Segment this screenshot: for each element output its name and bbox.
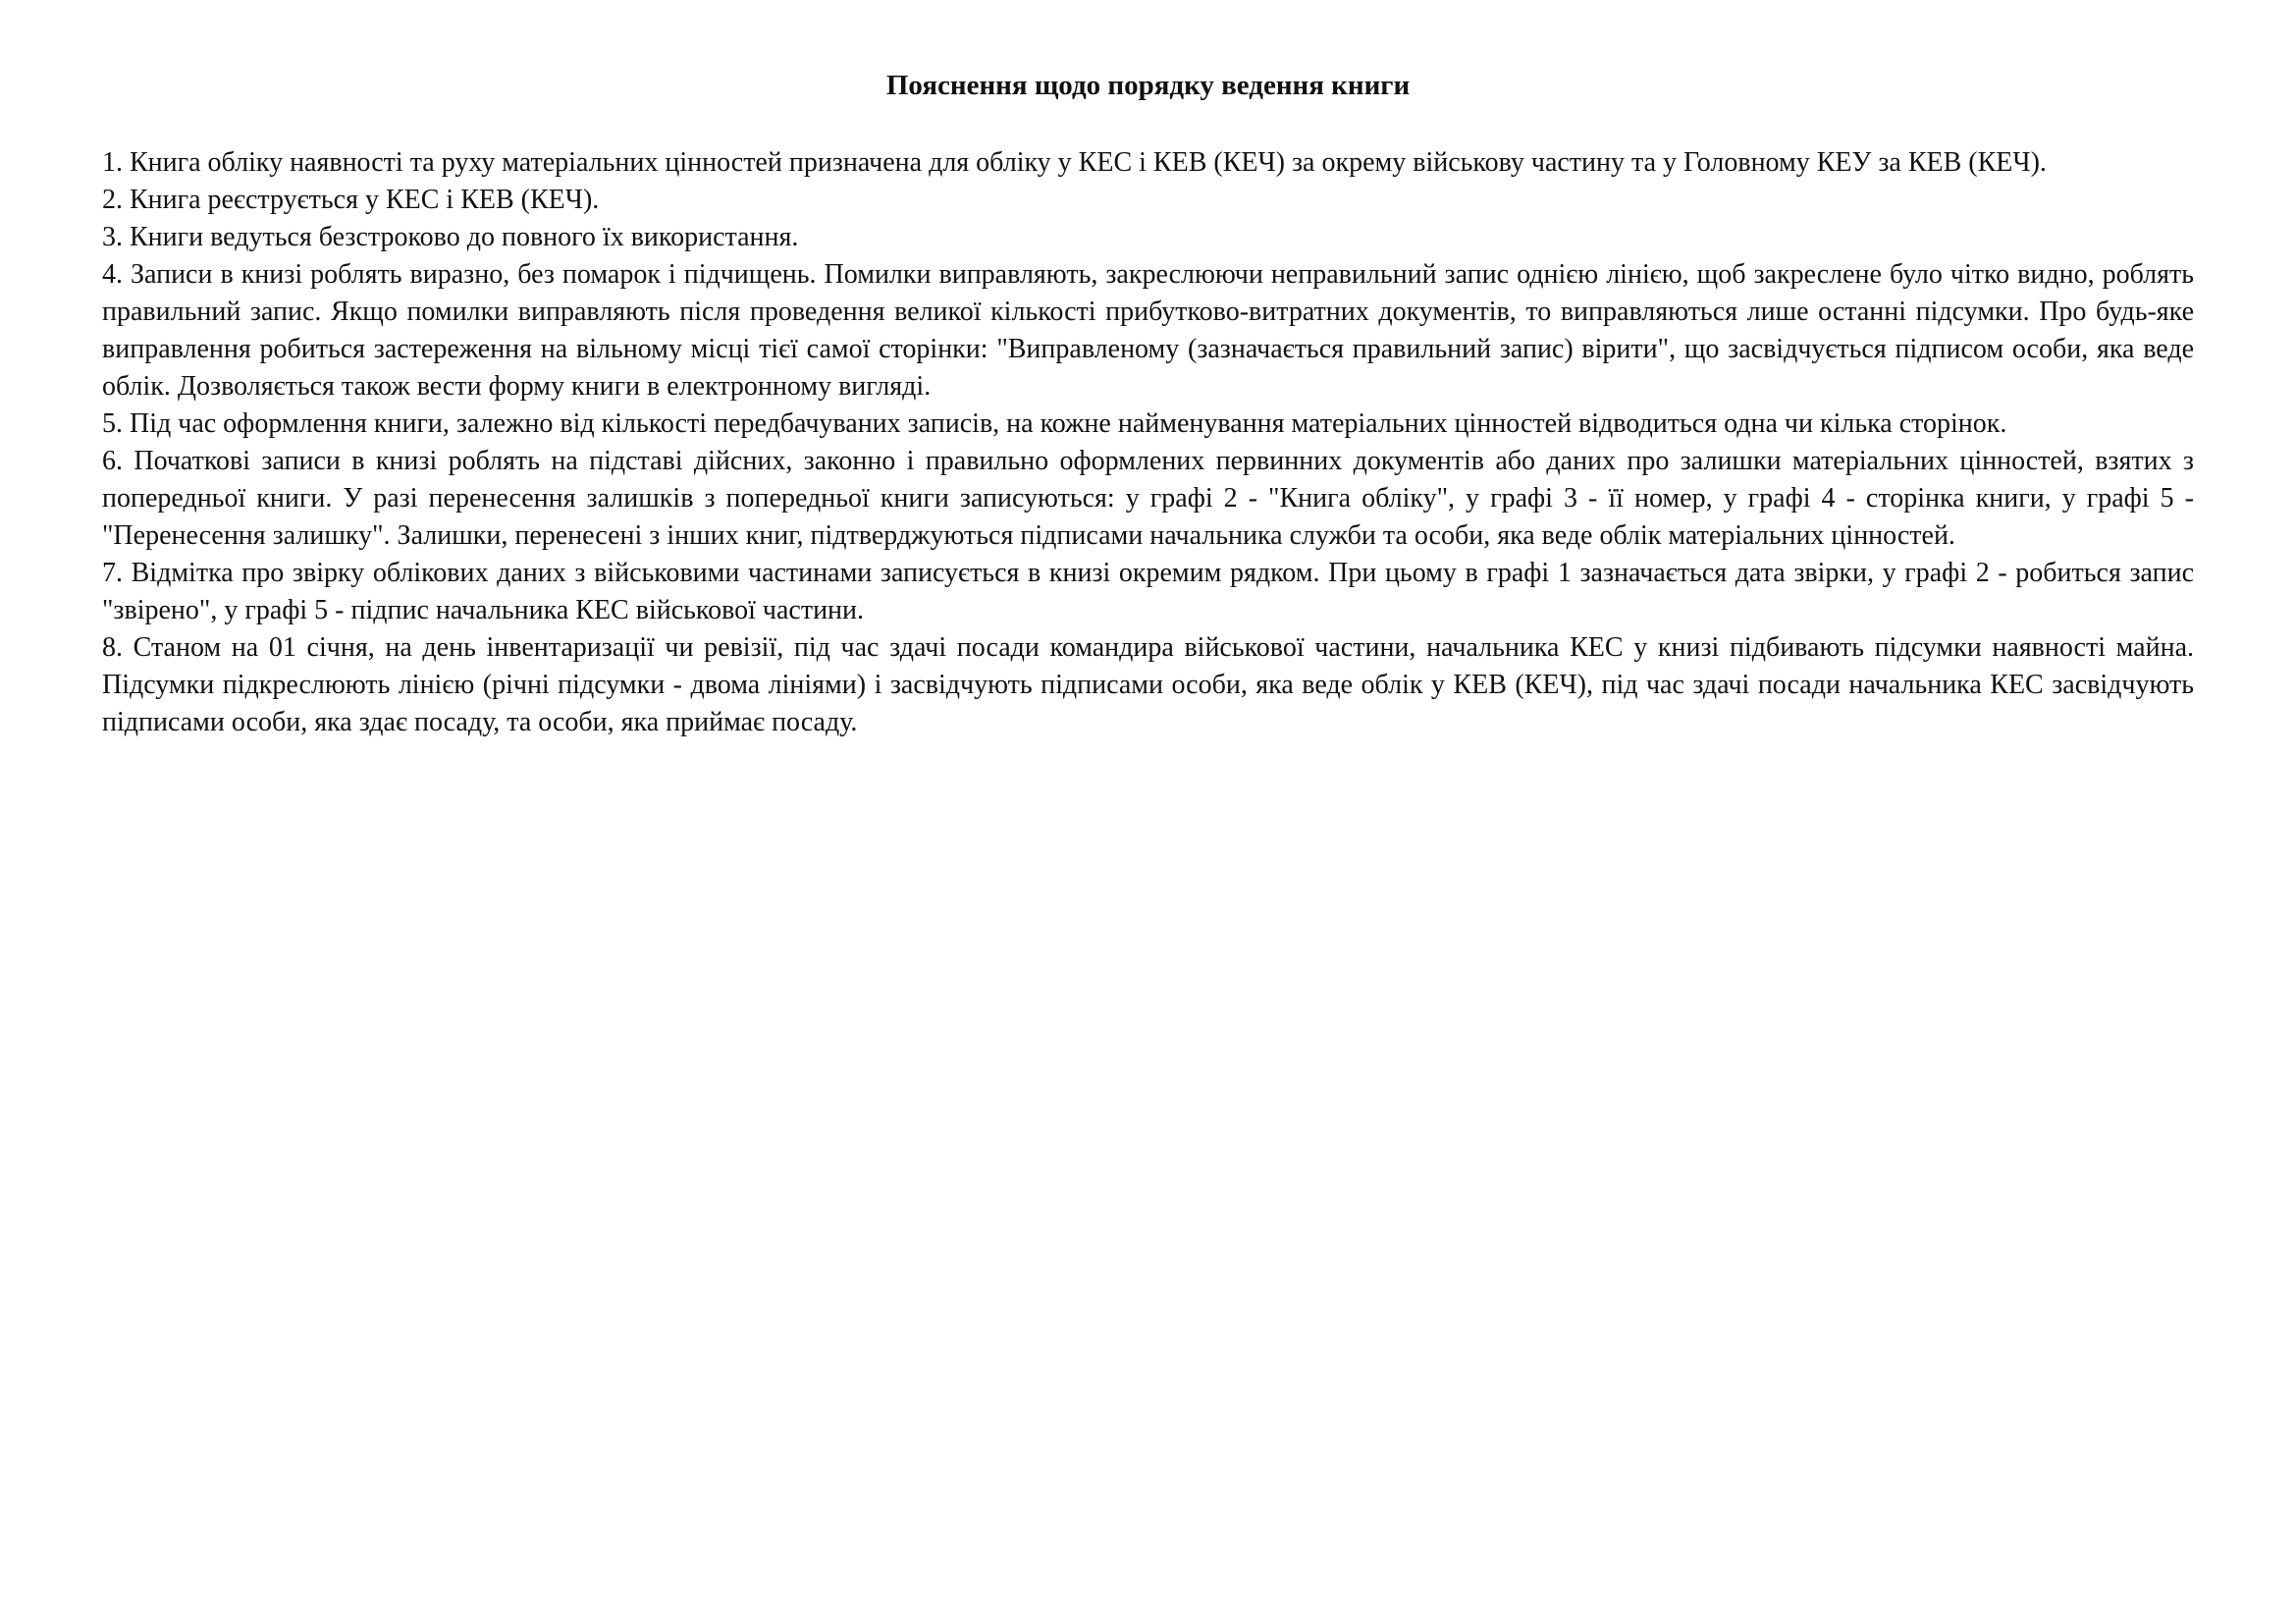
- document-title: Пояснення щодо порядку ведення книги: [885, 70, 1411, 101]
- paragraph-5: 5. Під час оформлення книги, залежно від кількості передбачуваних записів, на кожне найменування матеріальних цінностей відводиться одна чи кілька сторінок.: [102, 407, 2007, 439]
- paragraph-3: 3. Книги ведуться безстроково до повного їх використання.: [102, 221, 799, 252]
- paragraph-6: 6. Початкові записи в книзі роблять на підставі дійсних, законно і правильно оформлених первинних документів або даних про залишки матеріальних цінностей, взятих з попередньої книги. У разі перенесення залишків з попередньої книги записуються: у графі 2 - "Книга обліку", у графі 3 - її номер, у графі 4 - сторінка книги, у графі 5 - "Перенесення залишку". Залишки, перенесені з інших книг, підтверджуються підписами начальника служби та особи, яка веде облік матеріальних цінностей.: [102, 445, 2194, 551]
- paragraph-2: 2. Книга реєструється у КЕС і КЕВ (КЕЧ).: [102, 184, 600, 215]
- paragraph-7: 7. Відмітка про звірку облікових даних з військовими частинами записується в книзі окремим рядком. При цьому в графі 1 зазначається дата звірки, у графі 2 - робиться запис "звірено", у графі 5 - підпис начальника КЕС військової частини.: [102, 557, 2194, 625]
- document-body: [102, 144, 2194, 741]
- paragraph-4: 4. Записи в книзі роблять виразно, без помарок і підчищень. Помилки виправляють, закреслюючи неправильний запис однією лінією, щоб закреслене було чітко видно, роблять правильний запис. Якщо помилки виправляють після проведення великої кількості прибутково-витратних документів, то виправляються лише останні підсумки. Про будь-яке виправлення робиться застереження на вільному місці тієї самої сторінки: "Виправленому (зазначається правильний запис) вірити", що засвідчується підписом особи, яка веде облік. Дозволяється також вести форму книги в електронному вигляді.: [102, 258, 2194, 402]
- paragraph-1: 1. Книга обліку наявності та руху матеріальних цінностей призначена для обліку у КЕС і КЕВ (КЕЧ) за окрему військову частину та у Головному КЕУ за КЕВ (КЕЧ).: [102, 146, 2047, 178]
- paragraph-8: 8. Станом на 01 січня, на день інвентаризації чи ревізії, під час здачі посади командира військової частини, начальника КЕС у книзі підбивають підсумки наявності майна. Підсумки підкреслюють лінією (річні підсумки - двома лініями) і засвідчують підписами особи, яка веде облік у КЕВ (КЕЧ), під час здачі посади начальника КЕС засвідчують підписами особи, яка здає посаду, та особи, яка приймає посаду.: [102, 631, 2194, 737]
